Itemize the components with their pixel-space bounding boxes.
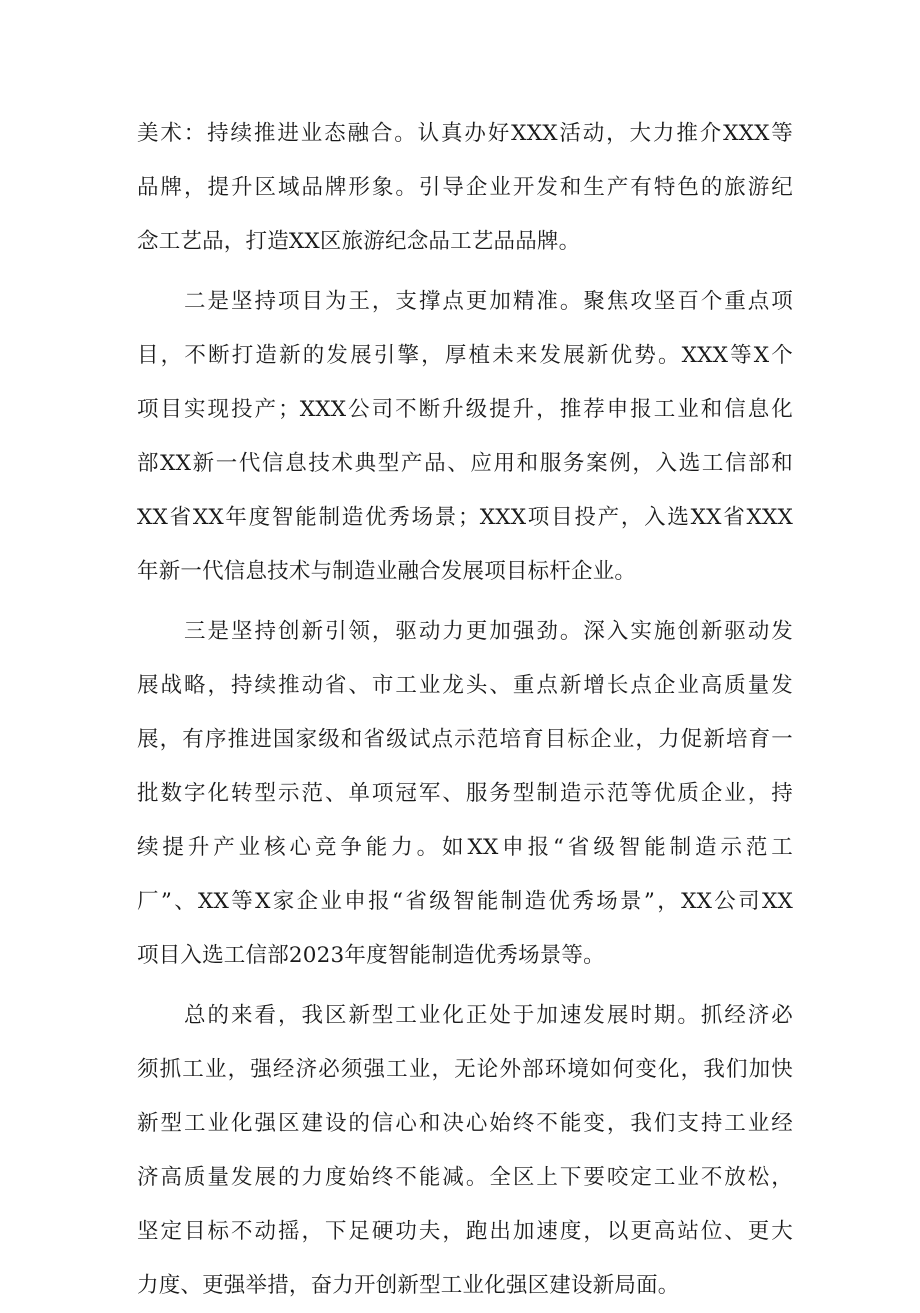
text-line: 二是坚持项目为王，支撑点更加精准。聚焦攻坚百个重点项 — [184, 289, 793, 314]
text-line: 批数字化转型示范、单项冠军、服务型制造示范等优质企业，持 — [137, 781, 793, 806]
text-line: 目，不断打造新的发展引擎，厚植未来发展新优势。XXX等X个 — [137, 343, 793, 368]
document-body — [137, 107, 793, 1313]
text-line: XX省XX年度智能制造优秀场景；XXX项目投产，入选XX省XXX — [137, 505, 793, 530]
text-line: 三是坚持创新引领，驱动力更加强劲。深入实施创新驱动发 — [184, 619, 793, 644]
paragraph-tourism-crafts — [137, 107, 793, 269]
text-line: 力度、更强举措，奋力开创新型工业化强区建设新局面。 — [137, 1273, 680, 1298]
text-line: 项目实现投产；XXX公司不断升级提升，推荐申报工业和信息化 — [137, 397, 793, 422]
text-line: 部XX新一代信息技术典型产品、应用和服务案例，入选工信部和 — [137, 451, 793, 476]
text-line: 总的来看，我区新型工业化正处于加速发展时期。抓经济必 — [184, 1003, 793, 1028]
text-line: 厂”、XX等X家企业申报“省级智能制造优秀场景”，XX公司XX — [137, 889, 793, 914]
text-line: 展战略，持续推动省、市工业龙头、重点新增长点企业高质量发 — [137, 673, 793, 698]
text-line: 品牌，提升区域品牌形象。引导企业开发和生产有特色的旅游纪 — [137, 175, 793, 200]
text-line: 新型工业化强区建设的信心和决心始终不能变，我们支持工业经 — [137, 1111, 793, 1136]
paragraph-projects — [137, 275, 793, 599]
text-line: 美术：持续推进业态融合。认真办好XXX活动，大力推介XXX等 — [137, 121, 793, 146]
text-line: 须抓工业，强经济必须强工业，无论外部环境如何变化，我们加快 — [137, 1057, 793, 1082]
paragraph-innovation — [137, 605, 793, 983]
text-line: 济高质量发展的力度始终不能减。全区上下要咬定工业不放松， — [137, 1165, 793, 1190]
text-line: 续提升产业核心竞争能力。如XX申报“省级智能制造示范工 — [137, 835, 793, 860]
paragraph-summary — [137, 989, 793, 1313]
text-line: 坚定目标不动摇，下足硬功夫，跑出加速度，以更高站位、更大 — [137, 1219, 793, 1244]
text-line: 项目入选工信部2023年度智能制造优秀场景等。 — [137, 943, 605, 968]
text-line: 念工艺品，打造XX区旅游纪念品工艺品品牌。 — [137, 229, 581, 254]
text-line: 展，有序推进国家级和省级试点示范培育目标企业，力促新培育一 — [137, 727, 793, 752]
text-line: 年新一代信息技术与制造业融合发展项目标杆企业。 — [137, 559, 637, 584]
